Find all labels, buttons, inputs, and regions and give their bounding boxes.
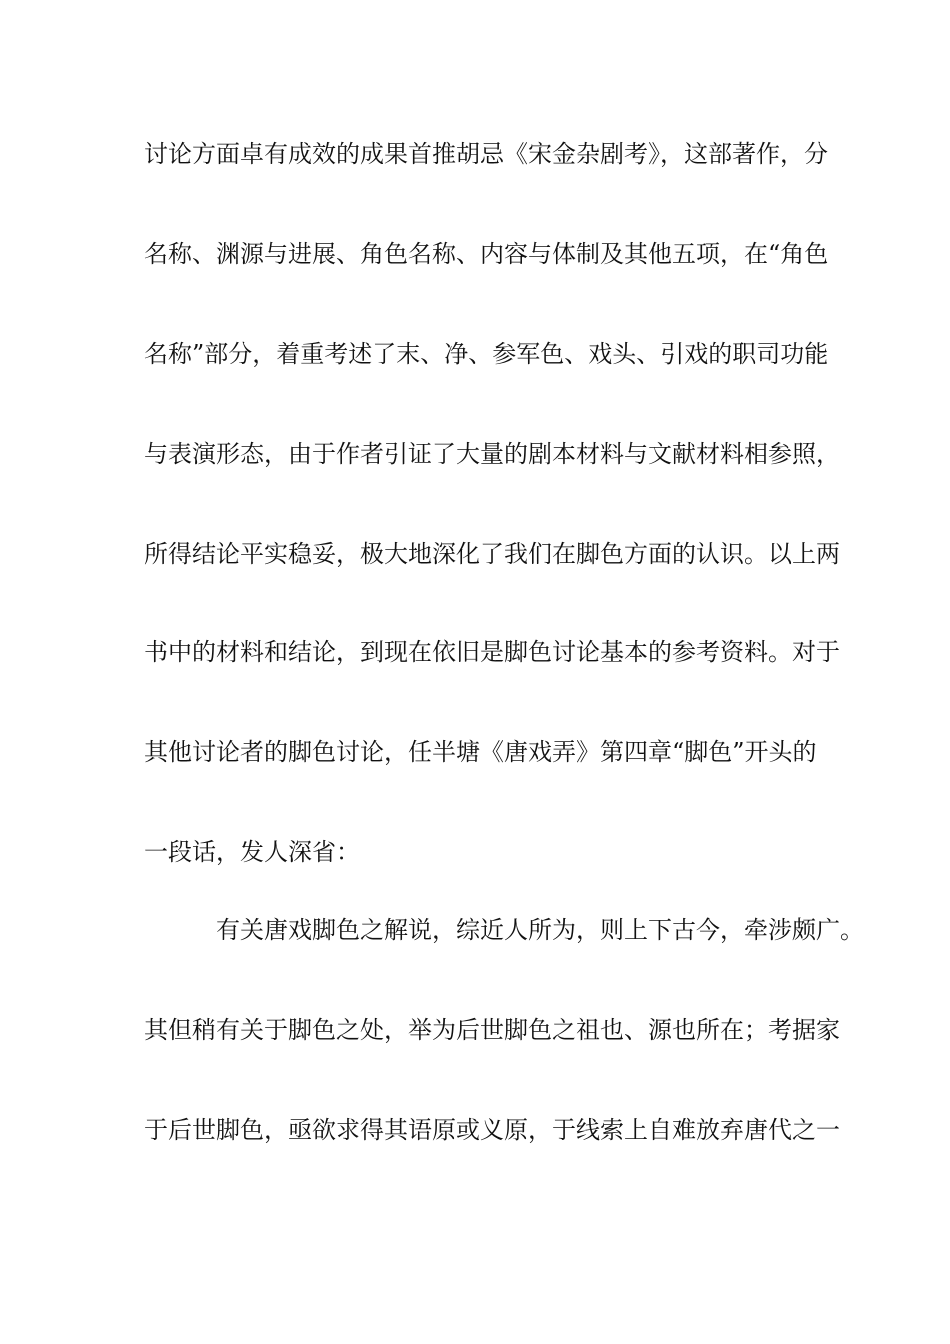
paragraph-line: 与表演形态，由于作者引证了大量的剧本材料与文献材料相参照， (144, 440, 840, 468)
paragraph-line: 其他讨论者的脚色讨论，任半塘《唐戏弄》第四章“脚色”开头的 (144, 738, 817, 766)
paragraph-line: 书中的材料和结论，到现在依旧是脚色讨论基本的参考资料。对于 (144, 638, 840, 666)
paragraph-line: 讨论方面卓有成效的成果首推胡忌《宋金杂剧考》，这部著作，分 (144, 140, 828, 168)
quote-line: 于后世脚色，亟欲求得其语原或义原，于线索上自难放弃唐代之一 (144, 1116, 840, 1144)
quote-line: 有关唐戏脚色之解说，综近人所为，则上下古今，牵涉颇广。 (216, 916, 864, 944)
paragraph-line: 所得结论平实稳妥，极大地深化了我们在脚色方面的认识。以上两 (144, 540, 840, 568)
paragraph-line: 一段话，发人深省： (144, 838, 360, 866)
paragraph-line: 名称、渊源与进展、角色名称、内容与体制及其他五项，在“角色 (144, 240, 829, 268)
quote-line: 其但稍有关于脚色之处，举为后世脚色之祖也、源也所在；考据家 (144, 1016, 840, 1044)
paragraph-line: 名称”部分，着重考述了末、净、参军色、戏头、引戏的职司功能 (144, 340, 829, 368)
